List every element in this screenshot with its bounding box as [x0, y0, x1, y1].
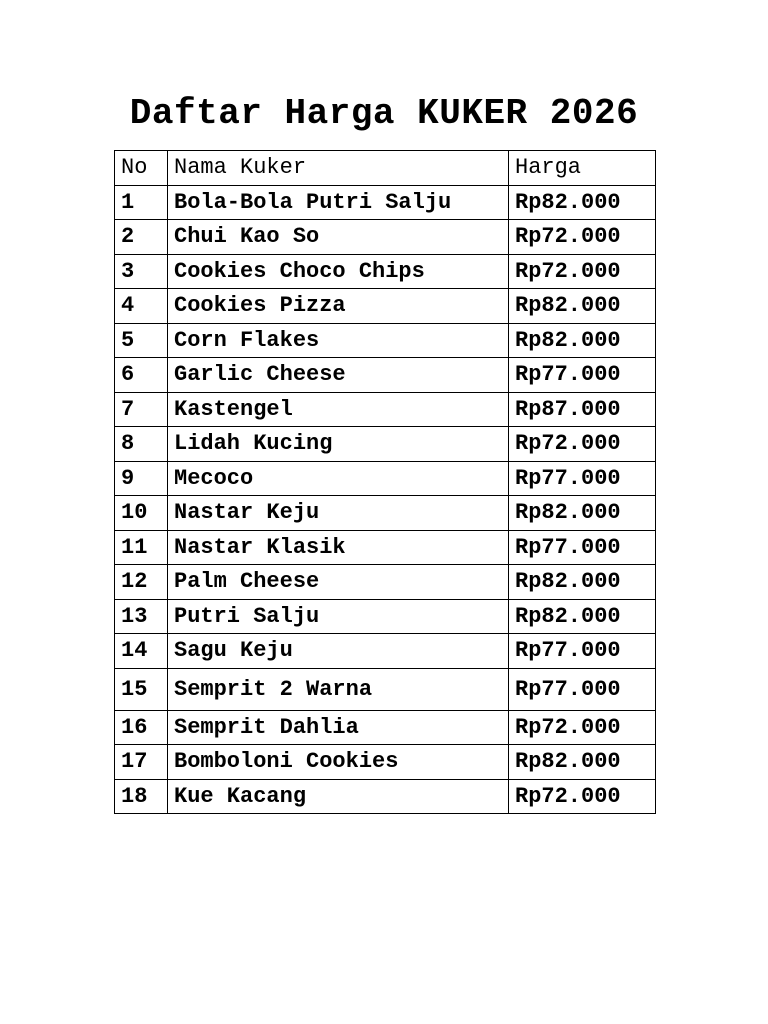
- cell-price: Rp77.000: [509, 461, 656, 496]
- header-name: Nama Kuker: [168, 151, 509, 186]
- table-row: [115, 289, 656, 324]
- cell-no: 4: [115, 289, 168, 324]
- cell-name: Kue Kacang: [168, 779, 509, 814]
- cell-no: 10: [115, 496, 168, 531]
- cell-no: 13: [115, 599, 168, 634]
- table-row: [115, 634, 656, 669]
- cell-price: Rp77.000: [509, 668, 656, 710]
- cell-name: Semprit Dahlia: [168, 710, 509, 745]
- table-row: [115, 745, 656, 780]
- cell-price: Rp77.000: [509, 530, 656, 565]
- cell-price: Rp82.000: [509, 289, 656, 324]
- cell-price: Rp77.000: [509, 634, 656, 669]
- page-title: Daftar Harga KUKER 2026: [129, 93, 639, 134]
- cell-price: Rp82.000: [509, 323, 656, 358]
- cell-no: 3: [115, 254, 168, 289]
- cell-name: Cookies Choco Chips: [168, 254, 509, 289]
- cell-no: 14: [115, 634, 168, 669]
- table-body: [115, 185, 656, 814]
- cell-name: Bola-Bola Putri Salju: [168, 185, 509, 220]
- cell-name: Garlic Cheese: [168, 358, 509, 393]
- table-row: [115, 185, 656, 220]
- cell-name: Palm Cheese: [168, 565, 509, 600]
- cell-name: Corn Flakes: [168, 323, 509, 358]
- cell-price: Rp72.000: [509, 710, 656, 745]
- cell-no: 12: [115, 565, 168, 600]
- cell-price: Rp72.000: [509, 254, 656, 289]
- table-row: [115, 530, 656, 565]
- cell-name: Sagu Keju: [168, 634, 509, 669]
- table-row: [115, 779, 656, 814]
- cell-no: 16: [115, 710, 168, 745]
- cell-no: 9: [115, 461, 168, 496]
- cell-no: 7: [115, 392, 168, 427]
- table-row: [115, 710, 656, 745]
- table-row: [115, 358, 656, 393]
- cell-name: Bomboloni Cookies: [168, 745, 509, 780]
- table-row: [115, 427, 656, 462]
- header-price: Harga: [509, 151, 656, 186]
- cell-no: 8: [115, 427, 168, 462]
- cell-no: 17: [115, 745, 168, 780]
- cell-no: 6: [115, 358, 168, 393]
- table-header-row: [115, 151, 656, 186]
- cell-price: Rp82.000: [509, 185, 656, 220]
- table-row: [115, 496, 656, 531]
- cell-name: Mecoco: [168, 461, 509, 496]
- cell-price: Rp82.000: [509, 565, 656, 600]
- cell-name: Lidah Kucing: [168, 427, 509, 462]
- cell-no: 2: [115, 220, 168, 255]
- cell-price: Rp72.000: [509, 220, 656, 255]
- cell-name: Kastengel: [168, 392, 509, 427]
- table-row: [115, 461, 656, 496]
- table-row: [115, 254, 656, 289]
- cell-name: Nastar Klasik: [168, 530, 509, 565]
- cell-name: Nastar Keju: [168, 496, 509, 531]
- cell-price: Rp72.000: [509, 427, 656, 462]
- header-no: No: [115, 151, 168, 186]
- price-table: [114, 150, 656, 814]
- cell-no: 1: [115, 185, 168, 220]
- cell-price: Rp72.000: [509, 779, 656, 814]
- cell-name: Chui Kao So: [168, 220, 509, 255]
- cell-no: 11: [115, 530, 168, 565]
- cell-price: Rp77.000: [509, 358, 656, 393]
- cell-price: Rp82.000: [509, 599, 656, 634]
- table-row: [115, 565, 656, 600]
- cell-no: 15: [115, 668, 168, 710]
- cell-price: Rp82.000: [509, 745, 656, 780]
- table-row: [115, 323, 656, 358]
- table-row: [115, 220, 656, 255]
- cell-no: 18: [115, 779, 168, 814]
- cell-price: Rp82.000: [509, 496, 656, 531]
- cell-name: Putri Salju: [168, 599, 509, 634]
- cell-name: Cookies Pizza: [168, 289, 509, 324]
- cell-price: Rp87.000: [509, 392, 656, 427]
- cell-name: Semprit 2 Warna: [168, 668, 509, 710]
- table-row: [115, 599, 656, 634]
- table-row: [115, 392, 656, 427]
- cell-no: 5: [115, 323, 168, 358]
- table-row: [115, 668, 656, 710]
